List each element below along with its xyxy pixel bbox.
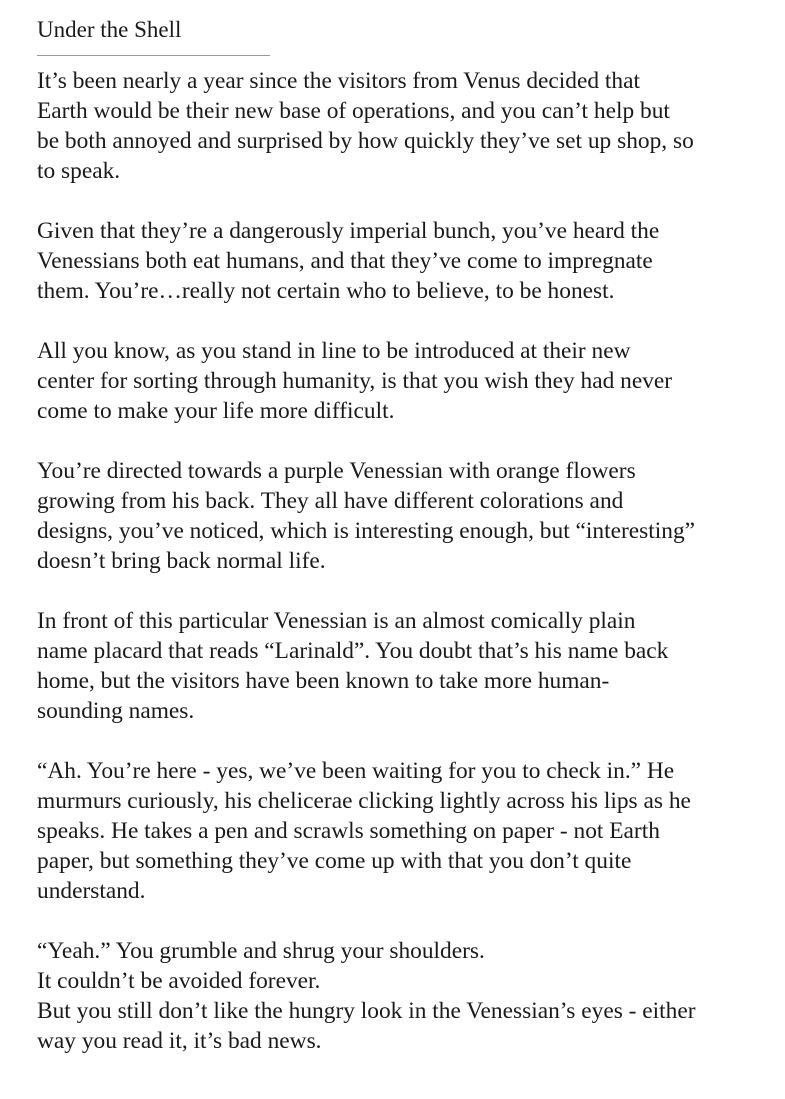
text-line: come to make your life more difficult.	[37, 398, 395, 424]
text-line: growing from his back. They all have different colorations and	[37, 488, 624, 514]
paragraph-6	[37, 756, 765, 906]
story-page	[37, 14, 765, 1086]
paragraph-3	[37, 336, 765, 426]
text-line: them. You’re…really not certain who to believe, to be honest.	[37, 278, 615, 304]
text-line: understand.	[37, 878, 146, 904]
text-line: be both annoyed and surprised by how quickly they’ve set up shop, so	[37, 128, 694, 154]
paragraph-4	[37, 456, 765, 576]
text-line: All you know, as you stand in line to be introduced at their new	[37, 338, 631, 364]
text-line: sounding names.	[37, 698, 195, 724]
text-line: center for sorting through humanity, is that you wish they had never	[37, 368, 673, 394]
text-line: home, but the visitors have been known to take more human-	[37, 668, 610, 694]
text-line: name placard that reads “Larinald”. You doubt that’s his name back	[37, 638, 669, 664]
text-line: murmurs curiously, his chelicerae clicking lightly across his lips as he	[37, 788, 691, 814]
text-line: doesn’t bring back normal life.	[37, 548, 326, 574]
text-line: to speak.	[37, 158, 121, 184]
text-line: You’re directed towards a purple Venessian with orange flowers	[37, 458, 636, 484]
text-line: But you still don’t like the hungry look in the Venessian’s eyes - either	[37, 998, 696, 1024]
text-line: designs, you’ve noticed, which is interesting enough, but “interesting”	[37, 518, 696, 544]
text-line: In front of this particular Venessian is an almost comically plain	[37, 608, 636, 634]
text-line: “Yeah.” You grumble and shrug your shoulders.	[37, 938, 485, 964]
paragraph-5	[37, 606, 765, 726]
text-line: paper, but something they’ve come up with that you don’t quite	[37, 848, 632, 874]
paragraph-1	[37, 66, 765, 186]
text-line: way you read it, it’s bad news.	[37, 1028, 322, 1054]
text-line: Given that they’re a dangerously imperial bunch, you’ve heard the	[37, 218, 660, 244]
story-title: Under the Shell	[37, 17, 182, 42]
text-line: speaks. He takes a pen and scrawls something on paper - not Earth	[37, 818, 660, 844]
text-line: Venessians both eat humans, and that they’ve come to impregnate	[37, 248, 653, 274]
paragraph-7	[37, 936, 765, 1056]
text-line: It’s been nearly a year since the visitors from Venus decided that	[37, 68, 640, 94]
text-line: “Ah. You’re here - yes, we’ve been waiting for you to check in.” He	[37, 758, 675, 784]
title-divider	[37, 55, 270, 56]
paragraph-2	[37, 216, 765, 306]
text-line: Earth would be their new base of operations, and you can’t help but	[37, 98, 670, 124]
text-line: It couldn’t be avoided forever.	[37, 968, 321, 994]
